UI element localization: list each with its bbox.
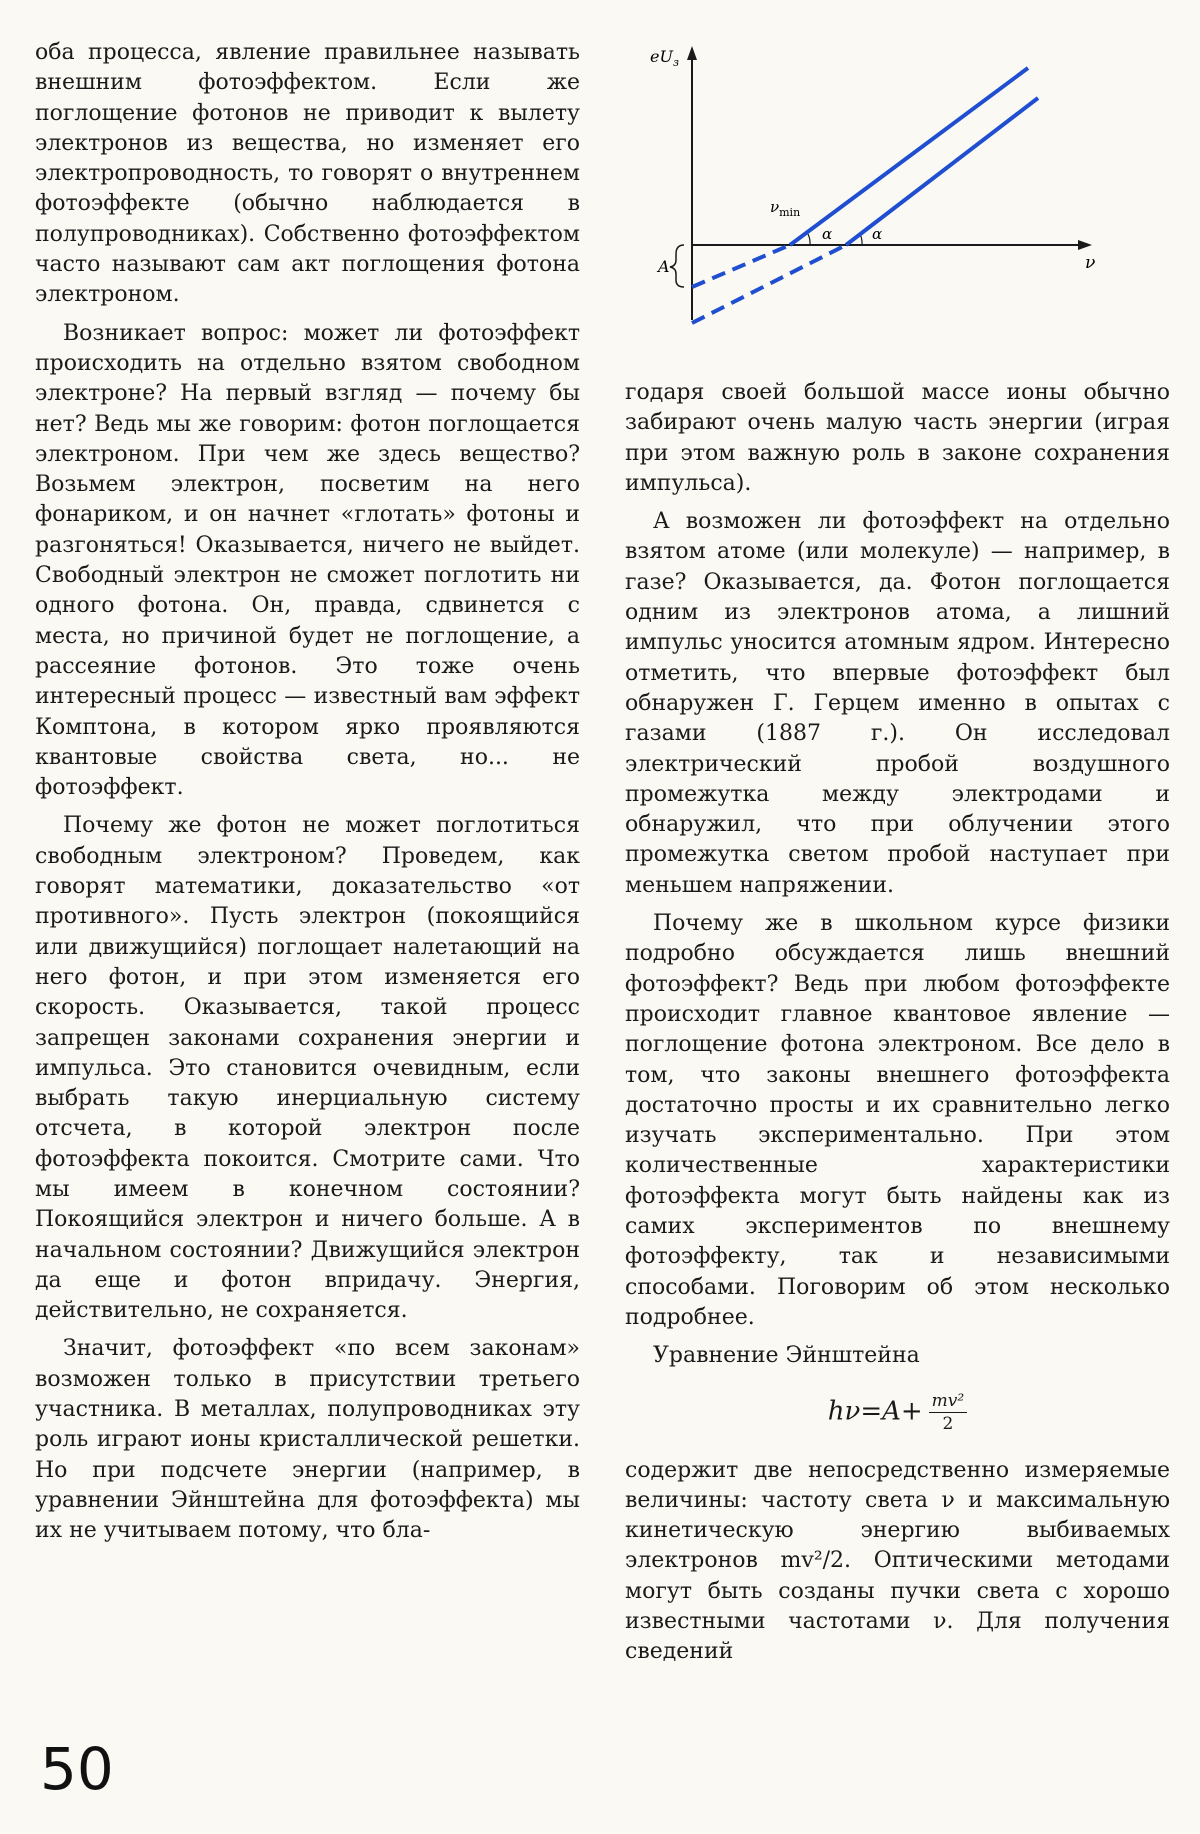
paragraph: содержит две непосредственно измеряемые величины: частоту света ν и максимальную кинетическую энергию выбиваемых электронов mv²/2. Оптическими методами могут быть созданы пучки света с хорошо известными частотами ν. Для получения сведений bbox=[625, 1457, 1170, 1665]
right-text-column bbox=[625, 378, 1170, 1668]
paragraph: Значит, фотоэффект «по всем законам» возможен только в присутствии третьего участника. В металлах, полупроводниках эту роль играют ионы кристаллической решетки. Но при подсчете энергии (например, в уравнении Эйнштейна для фотоэффекта) мы их не учитываем потому, что бла- bbox=[35, 1336, 580, 1544]
paragraph: Возникает вопрос: может ли фотоэффект происходить на отдельно взятом свободном электроне? На первый взгляд — почему бы нет? Ведь мы же говорим: фотон поглощается электроном. При чем же здесь вещество? Возьмем электрон, посветим на него фонариком, и он начнет «глотать» фотоны и разгоняться! Оказывается, ничего не выйдет. Свободный электрон не сможет поглотить ни одного фотона. Он, правда, сдвинется с места, но причиной будет не поглощение, а рассеяние фотонов. Это тоже очень интересный процесс — известный вам эффект Комптона, в котором ярко проявляются квантовые свойства света, но... не фотоэффект. bbox=[35, 320, 580, 801]
line-2-dashed bbox=[692, 245, 846, 323]
line-1-solid bbox=[790, 68, 1028, 245]
intercept-label: A bbox=[658, 257, 670, 276]
y-axis-label: $eU_з$ bbox=[650, 47, 679, 69]
intercept-brace bbox=[670, 245, 684, 287]
paragraph: годаря своей большой массе ионы обычно забирают очень малую часть энергии (играя при этом важную роль в законе сохранения импульса). bbox=[625, 380, 1170, 496]
formula-denominator: 2 bbox=[942, 1413, 954, 1434]
line-2-solid bbox=[846, 98, 1038, 245]
paragraph: А возможен ли фотоэффект на отдельно взятом атоме (или молекуле) — например, в газе? Оказывается, да. Фотон поглощается одним из электронов атома, а лишний импульс уносится атомным ядром. Интересно отметить, что впервые фотоэффект был обнаружен Г. Герцем именно в опытах с газами (1887 г.). Он исследовал электрический пробой воздушного промежутка между электродами и обнаружил, что при облучении этого промежутка светом пробой наступает при меньшем напряжении. bbox=[625, 509, 1170, 898]
left-text-column bbox=[35, 38, 580, 1547]
formula-lhs: hν=A+ bbox=[827, 1396, 923, 1426]
paragraph: Уравнение Эйнштейна bbox=[653, 1343, 920, 1369]
nu-min-label: $\nu_{min}$ bbox=[770, 198, 801, 219]
x-axis-label: ν bbox=[1085, 253, 1096, 273]
x-axis-arrow bbox=[1078, 240, 1092, 250]
angle-label-1: α bbox=[822, 225, 833, 243]
einstein-formula bbox=[625, 1390, 1170, 1442]
formula-numerator: mv² bbox=[929, 1390, 968, 1413]
angle-arc-1 bbox=[808, 234, 810, 245]
angle-label-2: α bbox=[872, 225, 883, 243]
page-number: 50 bbox=[40, 1735, 114, 1803]
paragraph: оба процесса, явление правильнее называть внешним фотоэффектом. Если же поглощение фотонов не приводит к вылету электронов из вещества, но изменяет его электропроводность, то говорят о внутреннем фотоэффекте (обычно наблюдается в полупроводниках). Собственно фотоэффектом часто называют сам акт поглощения фотона электроном. bbox=[35, 40, 580, 308]
paragraph: Почему же в школьном курсе физики подробно обсуждается лишь внешний фотоэффект? Ведь при любом фотоэффекте происходит главное квантовое явление — поглощение фотона электроном. Все дело в том, что законы внешнего фотоэффекта достаточно просты и их сравнительно легко изучать экспериментально. При этом количественные характеристики фотоэффекта могут быть найдены как из самих экспериментов по внешнему фотоэффекту, так и независимыми способами. Поговорим об этом несколько подробнее. bbox=[625, 911, 1170, 1330]
formula-fraction bbox=[929, 1390, 968, 1435]
y-axis-arrow bbox=[687, 46, 697, 60]
photoeffect-graph bbox=[640, 40, 1120, 375]
paragraph: Почему же фотон не может поглотиться свободным электроном? Проведем, как говорят математики, доказательство «от противного». Пусть электрон (покоящийся или движущийся) поглощает налетающий на него фотон, и при этом изменяется его скорость. Оказывается, такой процесс запрещен законами сохранения энергии и импульса. Это становится очевидным, если выбрать такую инерциальную систему отсчета, в которой электрон после фотоэффекта покоится. Смотрите сами. Что мы имеем в конечном состоянии? Покоящийся электрон и ничего больше. А в начальном состоянии? Движущийся электрон да еще и фотон впридачу. Энергия, действительно, не сохраняется. bbox=[35, 813, 580, 1324]
